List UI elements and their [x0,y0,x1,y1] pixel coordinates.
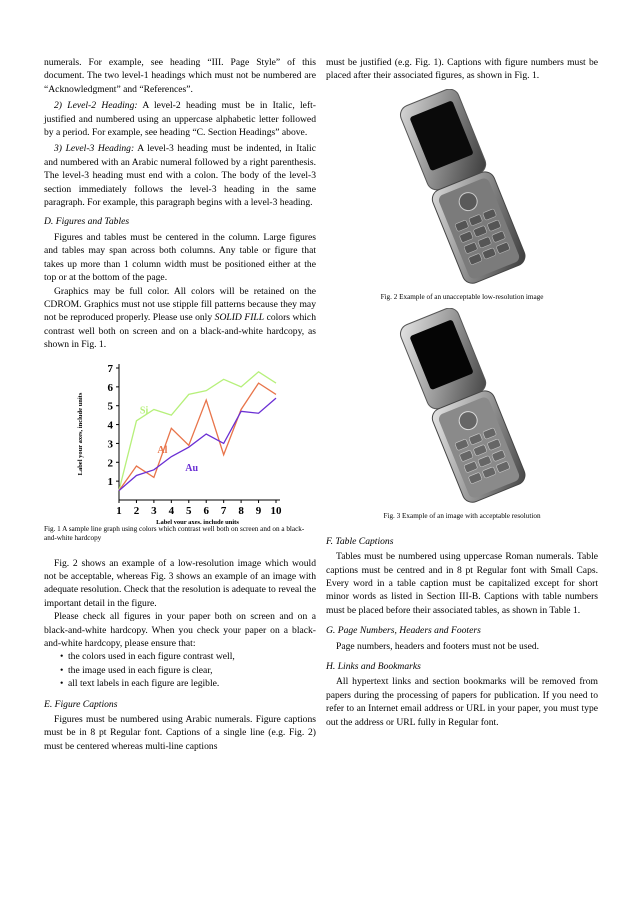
paragraph-text: A level-3 heading must be indented, in Italic and numbered with an Arabic numeral followed by a right parenthesis. The level-3 heading must end with a colon. The body of the level-3 section immediately follows the level-3 heading in the same paragraph. For example, this paragraph begins with a level-3 heading. [44,143,316,209]
level3-heading: 3) Level-3 Heading: [54,143,135,155]
x-tick-label: 3 [151,504,157,517]
y-tick-label: 6 [107,381,113,394]
paragraph-text: colors which contrast well both on screen and on a black-and-white hardcopy, as shown in Fig. 1. [44,312,316,351]
section-heading-g: G. Page Numbers, Headers and Footers [326,625,481,637]
section-heading-f: F. Table Captions [326,535,394,547]
list-item: • the image used in each figure is clear, [60,664,316,677]
paragraph: Please check all figures in your paper both on screen and on a black-and-white hardcopy. When you check your paper on a black-and-white hardcopy, please ensure that: [44,611,316,649]
figure-1 [44,358,316,524]
figure-2-caption: Fig. 2 Example of an unacceptable low-resolution image [380,292,544,301]
x-tick-label: 4 [168,504,175,517]
paragraph: Figures and tables must be centered in the column. Large figures and tables may span across both columns. Any table or figure that takes up more than 1 column width must be positioned either at the top or at the bottom of the page. [44,231,316,284]
paragraph: Tables must be numbered using uppercase Roman numerals. Table captions must be centred and in 8 pt Regular font with Small Caps. Every word in a table caption must be capitalized except for short minor words as listed in Section III-B. Captions with table numbers must be placed before their associated tables, as shown in Table 1. [326,551,598,616]
y-tick-label: 3 [107,437,113,450]
paragraph: Page numbers, headers and footers must not be used. [336,640,540,652]
y-tick-label: 2 [107,456,113,469]
paragraph [44,285,316,352]
paragraph: All hypertext links and section bookmarks will be removed from papers during the processing of papers for publication. If you need to refer to an Internet email address or URL in your paper, you must type out the address or URL fully in Regular font. [326,676,598,728]
series-line-al [119,383,276,490]
emphasis: SOLID FILL [214,312,265,324]
y-tick-label: 7 [107,362,113,375]
list-item: • all text labels in each figure are legible. [60,677,316,690]
figure-3-caption: Fig. 3 Example of an image with acceptable resolution [383,511,541,520]
paragraph: numerals. For example, see heading “III. Page Style” of this document. The two level-1 headings which must not be numbered are “Acknowledgment” and “References”. [44,57,316,95]
y-tick-label: 4 [107,419,113,432]
y-tick-label: 5 [107,400,113,413]
y-axis-label: Label your axes, include units [77,392,84,475]
paragraph: must be justified (e.g. Fig. 1). Captions with figure numbers must be placed after their associated figures, as shown in Fig. 1. [326,57,598,82]
section-heading-h: H. Links and Bookmarks [326,661,421,673]
x-tick-label: 1 [116,504,122,517]
x-tick-label: 6 [203,504,209,517]
section-heading-d: D. Figures and Tables [44,216,130,228]
series-label-al: Al [157,444,168,456]
paragraph-text: A level-2 heading must be in Italic, left-justified and numbered using an uppercase alphabetic letter followed by a period. For example, see heading “C. Section Headings” above. [44,100,316,139]
x-tick-label: 10 [270,504,282,517]
series-label-au: Au [185,462,199,474]
phone-image-acceptable [326,308,598,508]
x-tick-label: 7 [220,504,227,517]
figure-2 [326,89,598,289]
list-item: • the colors used in each figure contrast well, [60,650,316,663]
paragraph-text: Graphics may be full color. All colors will be retained on the CDROM. Graphics must not use stipple fill patterns because they may not be reproduced properly. Please use only [44,285,316,324]
x-tick-label: 8 [238,504,244,517]
y-tick-label: 1 [107,475,113,488]
figure-1-caption: Fig. 1 A sample line graph using colors which contrast well both on screen and on a black-and-white hardcopy [44,524,305,542]
right-column [326,56,598,729]
paragraph: Fig. 2 shows an example of a low-resolution image which would not be acceptable, whereas Fig. 3 shows an example of an image with adequate resolution. Check that the resolution is adequate to reveal the important detail in the figure. [44,557,316,609]
level3-paragraph [44,142,316,209]
section-heading-e: E. Figure Captions [44,698,118,710]
line-chart [44,358,316,524]
level3-heading: 2) Level-2 Heading: [54,100,138,112]
x-tick-label: 5 [186,504,192,517]
left-column [44,56,316,753]
series-label-si: Si [139,404,149,416]
figure-3 [326,308,598,508]
x-tick-label: 2 [133,504,140,517]
bullet-list [60,650,316,690]
x-tick-label: 9 [255,504,262,517]
phone-image-low-res [326,89,598,289]
level3-paragraph [44,99,316,139]
x-axis-label: Label your axes, include units [156,518,239,524]
paragraph: Figures must be numbered using Arabic numerals. Figure captions must be in 8 pt Regular font. Captions of a single line (e.g. Fig. 2) must be centered whereas multi-line captions [44,714,316,752]
